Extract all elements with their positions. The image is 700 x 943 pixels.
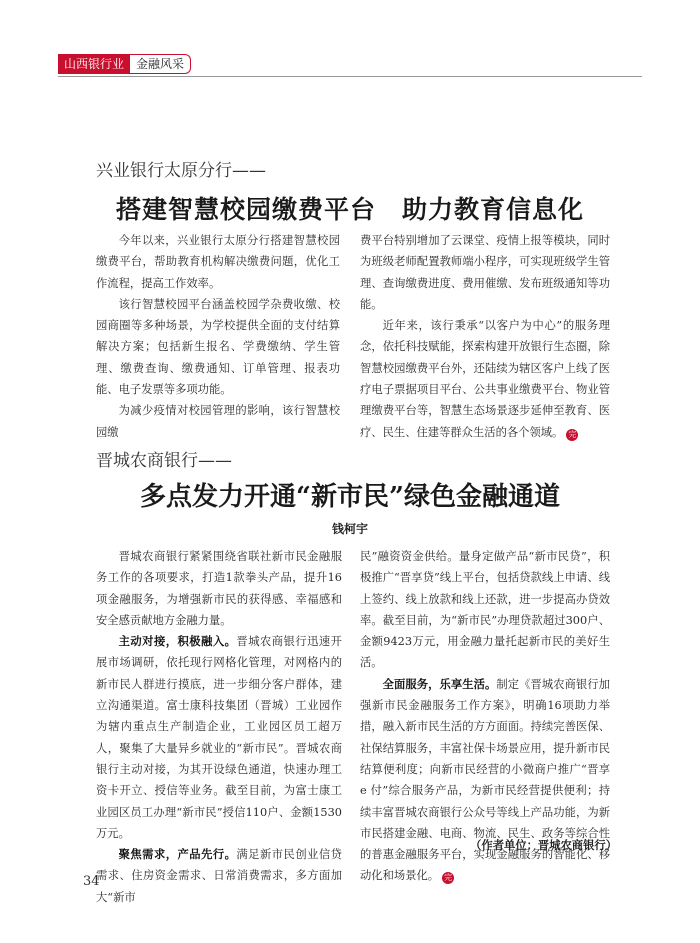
- article2-right-column: [360, 546, 610, 887]
- article1-kicker: 兴业银行太原分行——: [96, 161, 266, 181]
- article2-paragraph: [96, 844, 342, 908]
- page-number: 34: [83, 874, 100, 889]
- article1-paragraph: 该行智慧校园平台涵盖校园学杂费收缴、校园商圈等多种场景，为学校提供全面的支付结算解决方案；包括新生报名、学费缴纳、学生管理、缴费查询、缴费通知、订单管理、报表功能、电子发票等多项功能。: [96, 297, 340, 397]
- end-mark-icon: 完: [568, 429, 577, 439]
- section-label: 山西银行业: [58, 54, 130, 74]
- article2-kicker: 晋城农商银行——: [96, 451, 232, 471]
- paragraph-text: 制定《晋城农商银行加强新市民金融服务工作方案》，明确16项助力举措，融入新市民生活的方方面面。持续完善医保、社保结算服务，丰富社保卡场景应用，提升新市民结算便利度；向新市民经营的小微商户推广“晋享 e 付”综合服务产品，为新市民经营提供便利；持续丰富晋城农商银行公众号等线上产品功能，为新市民搭建金融、电商、物流、民生、政务等综合性的普惠金融服务平台，实现金融服务的智能化、移动化和场景化。: [360, 677, 610, 883]
- paragraph-lead: 主动对接，积极融入。: [118, 634, 237, 649]
- paragraph-text: 满足新市民创业信贷需求、住房资金需求、日常消费需求，多方面加大“新市: [96, 848, 342, 904]
- header-divider: [58, 76, 642, 77]
- article1-paragraph: 费平台特别增加了云课堂、疫情上报等模块，同时为班级老师配置教师端小程序，可实现班级学生管理、查询缴费进度、费用催缴、发布班级通知等功能。: [360, 234, 610, 311]
- article1-left-column: [96, 230, 340, 443]
- article2-paragraph: 晋城农商银行紧紧围绕省联社新市民金融服务工作的各项要求，打造1款拳头产品，提升16项金融服务，为增强新市民的获得感、幸福感和安全感贡献地方金融力量。: [96, 550, 342, 627]
- paragraph-lead: 全面服务，乐享生活。: [382, 676, 497, 691]
- section-tag: [58, 54, 191, 74]
- article2-paragraph: [360, 674, 610, 887]
- article1-paragraph: 今年以来，兴业银行太原分行搭建智慧校园缴费平台，帮助教育机构解决缴费问题，优化工作流程，提高工作效率。: [96, 234, 340, 290]
- paragraph-text: 晋城农商银行迅速开展市场调研，依托现行网格化管理，对网格内的新市民人群进行摸底，进一步细分客户群体，建立沟通渠道。富士康科技集团（晋城）工业园作为辖内重点生产制造企业，工业园区员工超万人，聚集了大量异乡就业的“新市民”。晋城农商银行主动对接，为其开设绿色通道，快速办理工资卡开立、授信等业务。截至目前，为富士康工业园区员工办理“新市民”授信110户、金额1530万元。: [96, 635, 342, 840]
- column-label: 金融风采: [130, 54, 191, 74]
- article2-paragraph: [96, 631, 342, 844]
- article1-paragraph: [360, 315, 610, 443]
- author-affiliation: （作者单位：晋城农商银行）: [470, 839, 617, 852]
- article1-title: 搭建智慧校园缴费平台 助力教育信息化: [115, 195, 584, 224]
- article1-paragraph: 为减少疫情对校园管理的影响，该行智慧校园缴: [96, 404, 340, 439]
- paragraph-lead: 聚焦需求，产品先行。: [118, 847, 237, 862]
- article2-title: 多点发力开通“新市民”绿色金融通道: [140, 482, 560, 512]
- byline: 钱柯宇: [331, 522, 368, 536]
- article1-right-column: [360, 230, 610, 443]
- article2-paragraph: 民”融资资金供给。量身定做产品“新市民贷”，积极推广“晋享贷”线上平台，包括贷款线上申请、线上签约、线上放款和线上还款，进一步提高办贷效率。截至目前，为“新市民”办理贷款超过300户、金额9423万元，用金融力量托起新市民的美好生活。: [360, 550, 610, 670]
- article1-paragraph-text: 近年来，该行秉承“以客户为中心”的服务理念，依托科技赋能，探索构建开放银行生态圈，除智慧校园缴费平台外，还陆续为辖区客户上线了医疗电子票据项目平台、公共事业缴费平台、物业管理缴费平台等，智慧生态场景逐步延伸至教育、医疗、民生、住建等群众生活的各个领域。: [360, 319, 610, 439]
- article2-left-column: [96, 546, 342, 908]
- end-mark-icon: 完: [444, 873, 453, 883]
